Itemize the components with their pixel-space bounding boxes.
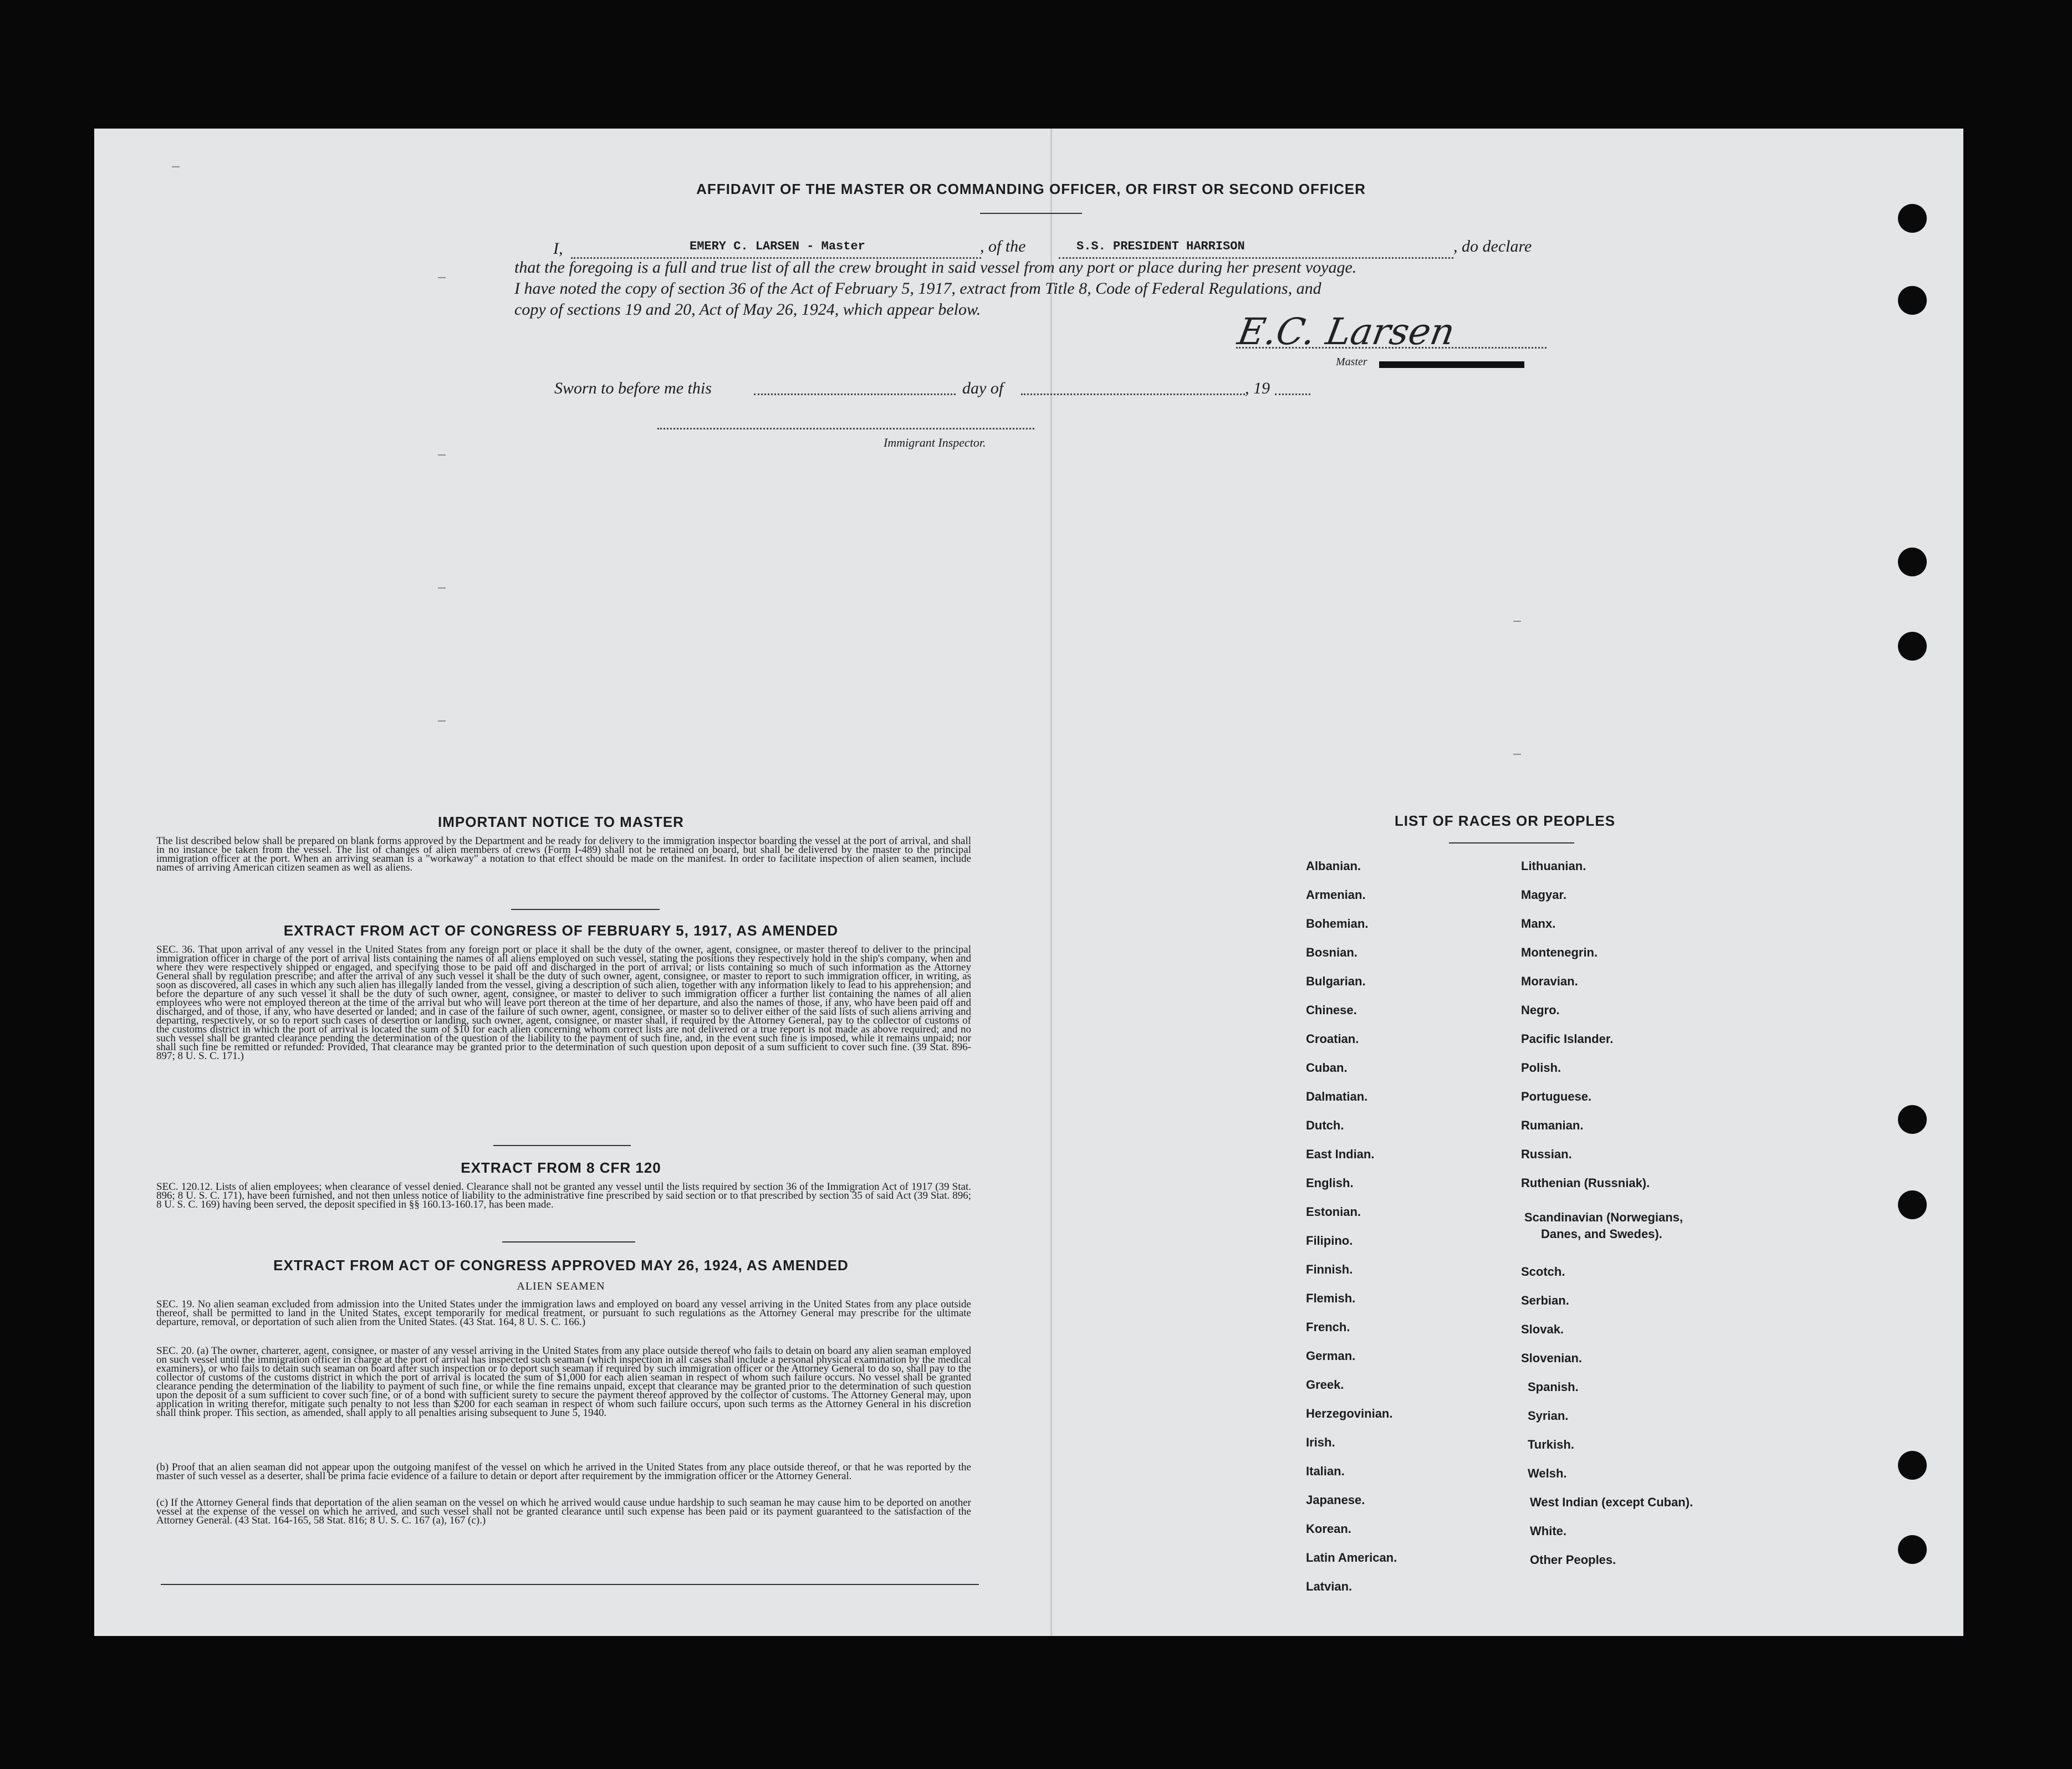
sworn-label: Sworn to before me this xyxy=(554,379,712,397)
year-label: , 19 xyxy=(1245,379,1270,397)
punch-hole xyxy=(1898,204,1927,233)
race-item: Herzegovinian. xyxy=(1306,1407,1393,1420)
margin-mark xyxy=(438,720,446,722)
sworn-year-line xyxy=(1275,385,1310,395)
race-item: Cuban. xyxy=(1306,1061,1348,1075)
of-the-label: , of the xyxy=(980,237,1026,255)
master-signature: E.C. Larsen xyxy=(1234,310,1458,353)
race-item: Other Peoples. xyxy=(1530,1553,1616,1567)
divider xyxy=(493,1145,631,1146)
race-item: Negro. xyxy=(1521,1003,1560,1017)
divider xyxy=(502,1241,635,1243)
declaration-i: I, xyxy=(553,239,563,258)
punch-hole xyxy=(1898,548,1927,576)
day-of-label: day of xyxy=(962,379,1004,397)
race-item: Polish. xyxy=(1521,1061,1561,1075)
race-item: Flemish. xyxy=(1306,1291,1356,1305)
margin-mark xyxy=(438,454,446,456)
race-item: Dutch. xyxy=(1306,1118,1344,1132)
race-item: Pacific Islander. xyxy=(1521,1032,1614,1046)
race-item: Croatian. xyxy=(1306,1032,1359,1046)
race-item: Latvian. xyxy=(1306,1579,1353,1593)
sworn-month-line xyxy=(1021,385,1245,395)
notice-text: The list described below shall be prepared on blank forms approved by the Department and be ready for delivery to the immigration inspector boarding the vessel at the port of arrival, and shall in no instance be taken from the vessel. The list of changes of alien members of crews (Form I-489) shall not be retained on board, but shall be delivered by the master to the principal immigration officer at the port. When an arriving seaman is a "workaway" a notation to that effect should be made on the manifest. In order to facilitate inspection of alien seamen, include names of arriving American citizen seamen as well as aliens. xyxy=(156,835,971,873)
race-item: French. xyxy=(1306,1320,1350,1334)
race-item: Korean. xyxy=(1306,1522,1351,1536)
race-item: Manx. xyxy=(1521,917,1556,930)
affidavit-title: AFFIDAVIT OF THE MASTER OR COMMANDING OFFICER, OR FIRST OR SECOND OFFICER xyxy=(696,181,1366,197)
race-item: Turkish. xyxy=(1528,1438,1574,1451)
divider xyxy=(511,909,660,910)
extract-cfr-title: EXTRACT FROM 8 CFR 120 xyxy=(461,1159,661,1176)
race-item: White. xyxy=(1530,1524,1566,1538)
race-item: Syrian. xyxy=(1528,1409,1569,1423)
race-item: West Indian (except Cuban). xyxy=(1530,1495,1693,1509)
race-item: Albanian. xyxy=(1306,859,1361,873)
race-item: Spanish. xyxy=(1528,1380,1579,1394)
race-item: East Indian. xyxy=(1306,1147,1375,1161)
margin-mark xyxy=(172,166,180,167)
race-item: Japanese. xyxy=(1306,1493,1365,1507)
declaration-line-2: that the foregoing is a full and true list of all the crew brought in said vessel from any port or place during her present voyage. xyxy=(514,258,1357,277)
margin-mark xyxy=(1513,754,1521,755)
vessel-name: S.S. PRESIDENT HARRISON xyxy=(1076,239,1245,253)
race-item: Bosnian. xyxy=(1306,945,1357,959)
race-item: Finnish. xyxy=(1306,1262,1353,1276)
race-item: Russian. xyxy=(1521,1147,1572,1161)
race-item: Greek. xyxy=(1306,1378,1344,1392)
race-item: Danes, and Swedes). xyxy=(1541,1227,1662,1241)
race-item: Portuguese. xyxy=(1521,1090,1592,1103)
notice-title: IMPORTANT NOTICE TO MASTER xyxy=(438,814,684,830)
punch-hole xyxy=(1898,1105,1927,1134)
sec-20c-text: (c) If the Attorney General finds that deportation of the alien seaman on the vessel on which he arrived would cause undue hardship to such seaman he may cause him to be deported on another vessel at the expense of the vessel on which he arrived, and such vessel shall not be granted clearance until such expense has been paid or its payment guaranteed to the satisfaction of the Attorney General. (43 Stat. 164-165, 58 Stat. 816; 8 U. S. C. 167 (a), 167 (c).) xyxy=(156,1497,971,1526)
margin-mark xyxy=(1513,621,1521,622)
race-item: Slovenian. xyxy=(1521,1351,1583,1365)
race-item: Bohemian. xyxy=(1306,917,1369,930)
punch-hole xyxy=(1898,1451,1927,1480)
margin-mark xyxy=(438,587,446,589)
page-fold xyxy=(1050,129,1052,1636)
races-title: LIST OF RACES OR PEOPLES xyxy=(1394,812,1616,829)
race-item: Ruthenian (Russniak). xyxy=(1521,1176,1650,1190)
punch-hole xyxy=(1898,1535,1927,1564)
race-item: English. xyxy=(1306,1176,1354,1190)
race-item: Latin American. xyxy=(1306,1551,1397,1565)
title-underline xyxy=(980,213,1082,214)
race-item: Dalmatian. xyxy=(1306,1090,1368,1103)
race-item: Scotch. xyxy=(1521,1265,1565,1279)
race-item: Scandinavian (Norwegians, xyxy=(1524,1210,1683,1224)
master-name: EMERY C. LARSEN - Master xyxy=(690,239,865,253)
race-item: Bulgarian. xyxy=(1306,974,1366,988)
sec-20b-text: (b) Proof that an alien seaman did not appear upon the outgoing manifest of the vessel on which he arrived in the United States from any place outside thereof, or that he was reported by the master of such vessel as a deserter, shall be prima facie evidence of a failure to detain or deport after requirement by the immigration officer or the Attorney General. xyxy=(156,1461,971,1482)
race-item: German. xyxy=(1306,1349,1356,1363)
inspector-line xyxy=(657,423,1034,430)
race-item: Montenegrin. xyxy=(1521,945,1598,959)
races-underline xyxy=(1449,842,1574,843)
struck-out-text xyxy=(1379,361,1524,368)
punch-hole xyxy=(1898,286,1927,315)
race-item: Irish. xyxy=(1306,1435,1335,1449)
extract-1917-title: EXTRACT FROM ACT OF CONGRESS OF FEBRUARY 5, 1917, AS AMENDED xyxy=(283,922,839,939)
sworn-day-line xyxy=(754,385,956,395)
declaration-line-3: I have noted the copy of section 36 of the Act of February 5, 1917, extract from Title 8, Code of Federal Regulations, and xyxy=(514,279,1321,298)
race-item: Serbian. xyxy=(1521,1293,1569,1307)
master-label: Master xyxy=(1336,356,1367,368)
signature-line xyxy=(1236,342,1547,349)
margin-mark xyxy=(438,277,446,278)
race-item: Rumanian. xyxy=(1521,1118,1584,1132)
race-item: Armenian. xyxy=(1306,888,1366,902)
punch-hole xyxy=(1898,1190,1927,1219)
sec-20a-text: SEC. 20. (a) The owner, charterer, agent, consignee, or master of any vessel arriving in the United States from any place outside thereof who fails to detain on board any alien seaman employed on such vessel until the immigration officer in charge at the port of arrival has inspected such seaman (which inspection in all cases shall include a personal physical examination by the medical examiners), or who fails to detain such seaman on board after such inspection or to deport such seaman if required by such immigration officer or the Attorney General to do so, shall pay to the collector of customs of the customs district in which the port of arrival is located the sum of $1,000 for each alien seaman in respect of whom such failure occurs. No vessel shall be granted clearance pending the determination of the liability to payment of such fine, or while the fine remains unpaid, except that clearance may be granted prior to the determination of such question upon the deposit of a sum sufficient to cover such fine, or of a bond with sufficient surety to secure the payment thereof approved by the collector of customs. The Attorney General may, upon application in writing therefor, mitigate such penalty to not less than $200 for each seaman in respect of whom such failure occurs, upon such terms as the Attorney General in his discretion shall think proper. This section, as amended, shall apply to all penalties arising subsequent to June 5, 1940. xyxy=(156,1345,971,1419)
race-item: Moravian. xyxy=(1521,974,1578,988)
bottom-rule xyxy=(161,1584,979,1585)
race-item: Chinese. xyxy=(1306,1003,1357,1017)
extract-1924-title: EXTRACT FROM ACT OF CONGRESS APPROVED MAY 26, 1924, AS AMENDED xyxy=(273,1257,849,1274)
extract-1917-text: SEC. 36. That upon arrival of any vessel in the United States from any foreign port or place it shall be the duty of the owner, agent, consignee, or master thereof to deliver to the principal immigration officer in charge of the port of arrival lists containing the names of all aliens employed on such vessel, stating the positions they respectively hold in the ship's company, when and where they were respectively shipped or engaged, and specifying those to be paid off and discharged in the port of arrival; or lists containing so much of such information as the Attorney General shall by regulation prescribe; and after the arrival of any such vessel it shall be the duty of such owner, agent, consignee, or master to report to such immigration officer, in writing, as soon as discovered, all cases in which any such alien has illegally landed from the vessel, giving a description of such alien, together with any information likely to lead to his apprehension; and before the departure of any such vessel it shall be the duty of such owner, agent, consignee, or master to deliver to such immigration officer a further list containing the names of all alien employees who were not employed thereon at the time of the arrival but who will leave port thereon at the time of her departure, and also the names of those, if any, who have been paid off and discharged, and of those, if any, who have deserted or landed; and in case of the failure of such owner, agent, consignee, or master so to deliver either of the said lists of such aliens arriving and departing, respectively, or so to report such cases of desertion or landing, such owner, agent, consignee, or master shall, if required by the Attorney General, pay to the collector of customs of the customs district in which the port of arrival is located the sum of $10 for each alien concerning whom correct lists are not delivered or a true report is not made as above required; and no such vessel shall be granted clearance pending the determination of the question of the liability to the payment of such fine, and, in the event such fine is imposed, while it remains unpaid; nor shall such fine be remitted or refunded: Provided, That clearance may be granted prior to the determination of such question upon deposit of a sum sufficient to cover such fine. (39 Stat. 896-897; 8 U. S. C. 171.) xyxy=(156,944,971,1062)
race-item: Welsh. xyxy=(1528,1466,1567,1480)
extract-cfr-text: SEC. 120.12. Lists of alien employees; when clearance of vessel denied. Clearance shall not be granted any vessel until the lists required by section 36 of the Immigration Act of 1917 (39 Stat. 896; 8 U. S. C. 171), have been furnished, and not then unless notice of liability to the administrative fine prescribed by said section or to that prescribed by section 35 of said Act (39 Stat. 896; 8 U. S. C. 169) having been served, the deposit specified in §§ 160.13-160.17, has been made. xyxy=(156,1181,971,1210)
do-declare-label: , do declare xyxy=(1453,237,1532,255)
race-item: Filipino. xyxy=(1306,1234,1353,1247)
race-item: Magyar. xyxy=(1521,888,1566,902)
sec-19-text: SEC. 19. No alien seaman excluded from admission into the United States under the immigration laws and employed on board any vessel arriving in the United States from any place outside thereof, shall be permitted to land in the United States, except temporarily for medical treatment, or pursuant to such regulations as the Attorney General may prescribe for the ultimate departure, removal, or deportation of such alien from the United States. (43 Stat. 164, 8 U. S. C. 166.) xyxy=(156,1298,971,1328)
race-item: Estonian. xyxy=(1306,1205,1361,1219)
race-item: Italian. xyxy=(1306,1464,1345,1478)
punch-hole xyxy=(1898,632,1927,661)
race-item: Slovak. xyxy=(1521,1322,1564,1336)
race-item: Lithuanian. xyxy=(1521,859,1586,873)
declaration-line-4: copy of sections 19 and 20, Act of May 26, 1924, which appear below. xyxy=(514,300,981,319)
extract-1924-subtitle: ALIEN SEAMEN xyxy=(517,1280,605,1292)
inspector-label: Immigrant Inspector. xyxy=(884,436,986,449)
